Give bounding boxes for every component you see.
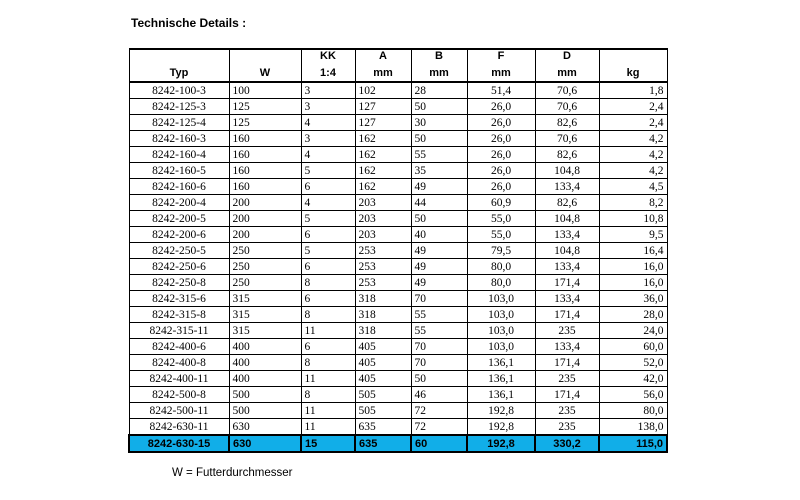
cell-w: 400 xyxy=(229,355,301,371)
table-row xyxy=(129,355,667,371)
cell-d: 235 xyxy=(535,419,599,436)
cell-typ: 8242-160-3 xyxy=(129,131,229,147)
cell-kg: 28,0 xyxy=(599,307,667,323)
cell-f: 80,0 xyxy=(467,259,535,275)
cell-typ: 8242-160-6 xyxy=(129,179,229,195)
cell-d: 171,4 xyxy=(535,387,599,403)
cell-w: 315 xyxy=(229,323,301,339)
table-row xyxy=(129,99,667,115)
table-row xyxy=(129,339,667,355)
cell-kk: 11 xyxy=(301,371,355,387)
cell-a: 162 xyxy=(355,179,411,195)
cell-kg: 16,4 xyxy=(599,243,667,259)
cell-kk: 11 xyxy=(301,419,355,436)
cell-f: 26,0 xyxy=(467,99,535,115)
cell-w: 400 xyxy=(229,371,301,387)
cell-typ: 8242-630-11 xyxy=(129,419,229,436)
table-row xyxy=(129,195,667,211)
cell-typ: 8242-160-4 xyxy=(129,147,229,163)
cell-kk: 5 xyxy=(301,243,355,259)
cell-d: 70,6 xyxy=(535,82,599,99)
cell-typ: 8242-400-8 xyxy=(129,355,229,371)
cell-kk: 15 xyxy=(301,435,355,452)
cell-kk: 6 xyxy=(301,291,355,307)
cell-f: 26,0 xyxy=(467,179,535,195)
header-kg: kg xyxy=(599,63,667,82)
cell-f: 136,1 xyxy=(467,355,535,371)
cell-kk: 4 xyxy=(301,115,355,131)
cell-a: 405 xyxy=(355,339,411,355)
cell-a: 253 xyxy=(355,259,411,275)
cell-kg: 4,2 xyxy=(599,147,667,163)
cell-typ: 8242-250-5 xyxy=(129,243,229,259)
cell-kk: 6 xyxy=(301,179,355,195)
cell-a: 162 xyxy=(355,147,411,163)
cell-d: 171,4 xyxy=(535,275,599,291)
technical-details-table xyxy=(128,48,668,453)
cell-kk: 11 xyxy=(301,323,355,339)
cell-b: 50 xyxy=(411,99,467,115)
cell-kg: 2,4 xyxy=(599,115,667,131)
header-w: W xyxy=(229,63,301,82)
cell-w: 100 xyxy=(229,82,301,99)
cell-a: 162 xyxy=(355,163,411,179)
header-b-unit: mm xyxy=(411,63,467,82)
cell-w: 125 xyxy=(229,115,301,131)
cell-d: 133,4 xyxy=(535,227,599,243)
cell-d: 70,6 xyxy=(535,99,599,115)
cell-w: 200 xyxy=(229,227,301,243)
cell-typ: 8242-160-5 xyxy=(129,163,229,179)
header-d-unit: mm xyxy=(535,63,599,82)
cell-f: 192,8 xyxy=(467,419,535,436)
cell-b: 55 xyxy=(411,147,467,163)
cell-kg: 115,0 xyxy=(599,435,667,452)
cell-f: 60,9 xyxy=(467,195,535,211)
cell-b: 70 xyxy=(411,291,467,307)
cell-a: 505 xyxy=(355,403,411,419)
header-f-top: F xyxy=(467,49,535,63)
cell-f: 26,0 xyxy=(467,131,535,147)
cell-w: 250 xyxy=(229,243,301,259)
header-kk-unit: 1:4 xyxy=(301,63,355,82)
table-row xyxy=(129,323,667,339)
cell-b: 49 xyxy=(411,179,467,195)
cell-d: 235 xyxy=(535,403,599,419)
cell-w: 500 xyxy=(229,403,301,419)
table-row xyxy=(129,163,667,179)
cell-a: 203 xyxy=(355,195,411,211)
cell-kk: 8 xyxy=(301,307,355,323)
cell-typ: 8242-500-11 xyxy=(129,403,229,419)
cell-d: 104,8 xyxy=(535,243,599,259)
cell-f: 192,8 xyxy=(467,435,535,452)
cell-w: 315 xyxy=(229,307,301,323)
cell-kk: 5 xyxy=(301,211,355,227)
cell-a: 318 xyxy=(355,291,411,307)
header-f-unit: mm xyxy=(467,63,535,82)
cell-typ: 8242-315-8 xyxy=(129,307,229,323)
cell-kg: 52,0 xyxy=(599,355,667,371)
cell-f: 136,1 xyxy=(467,371,535,387)
cell-kk: 3 xyxy=(301,99,355,115)
cell-b: 44 xyxy=(411,195,467,211)
cell-b: 49 xyxy=(411,243,467,259)
cell-d: 133,4 xyxy=(535,179,599,195)
cell-f: 79,5 xyxy=(467,243,535,259)
cell-kk: 3 xyxy=(301,82,355,99)
table-row xyxy=(129,371,667,387)
cell-kg: 4,2 xyxy=(599,163,667,179)
cell-d: 133,4 xyxy=(535,339,599,355)
header-row-bottom xyxy=(129,63,667,82)
cell-d: 82,6 xyxy=(535,115,599,131)
header-typ: Typ xyxy=(129,63,229,82)
footnote: W = Futterdurchmesser xyxy=(172,467,293,479)
cell-a: 162 xyxy=(355,131,411,147)
cell-d: 330,2 xyxy=(535,435,599,452)
cell-w: 315 xyxy=(229,291,301,307)
table-row xyxy=(129,275,667,291)
table-row xyxy=(129,307,667,323)
cell-w: 250 xyxy=(229,275,301,291)
cell-f: 80,0 xyxy=(467,275,535,291)
cell-f: 26,0 xyxy=(467,147,535,163)
cell-a: 127 xyxy=(355,115,411,131)
cell-d: 104,8 xyxy=(535,211,599,227)
cell-a: 505 xyxy=(355,387,411,403)
cell-typ: 8242-315-11 xyxy=(129,323,229,339)
cell-w: 160 xyxy=(229,163,301,179)
cell-a: 203 xyxy=(355,227,411,243)
cell-a: 203 xyxy=(355,211,411,227)
cell-f: 136,1 xyxy=(467,387,535,403)
cell-f: 26,0 xyxy=(467,163,535,179)
cell-a: 405 xyxy=(355,371,411,387)
cell-b: 46 xyxy=(411,387,467,403)
cell-b: 50 xyxy=(411,371,467,387)
section-title: Technische Details : xyxy=(131,16,247,30)
cell-kg: 16,0 xyxy=(599,259,667,275)
cell-b: 50 xyxy=(411,131,467,147)
cell-a: 405 xyxy=(355,355,411,371)
cell-f: 103,0 xyxy=(467,339,535,355)
cell-b: 55 xyxy=(411,307,467,323)
cell-b: 35 xyxy=(411,163,467,179)
table-row-highlighted xyxy=(129,435,667,452)
cell-b: 30 xyxy=(411,115,467,131)
table-row xyxy=(129,147,667,163)
cell-d: 82,6 xyxy=(535,147,599,163)
table-row xyxy=(129,211,667,227)
cell-kg: 42,0 xyxy=(599,371,667,387)
cell-kg: 4,5 xyxy=(599,179,667,195)
cell-kk: 8 xyxy=(301,387,355,403)
header-b-top: B xyxy=(411,49,467,63)
cell-kg: 8,2 xyxy=(599,195,667,211)
cell-d: 82,6 xyxy=(535,195,599,211)
cell-d: 171,4 xyxy=(535,355,599,371)
cell-f: 192,8 xyxy=(467,403,535,419)
header-w-top xyxy=(229,49,301,63)
cell-kk: 5 xyxy=(301,163,355,179)
cell-b: 60 xyxy=(411,435,467,452)
cell-w: 200 xyxy=(229,211,301,227)
table-row xyxy=(129,291,667,307)
cell-f: 103,0 xyxy=(467,291,535,307)
cell-a: 253 xyxy=(355,243,411,259)
cell-b: 70 xyxy=(411,355,467,371)
cell-typ: 8242-200-6 xyxy=(129,227,229,243)
cell-kg: 138,0 xyxy=(599,419,667,436)
header-a-unit: mm xyxy=(355,63,411,82)
cell-a: 318 xyxy=(355,307,411,323)
table-row xyxy=(129,387,667,403)
cell-typ: 8242-100-3 xyxy=(129,82,229,99)
cell-b: 49 xyxy=(411,275,467,291)
cell-a: 318 xyxy=(355,323,411,339)
cell-d: 235 xyxy=(535,323,599,339)
header-typ-top xyxy=(129,49,229,63)
cell-typ: 8242-250-6 xyxy=(129,259,229,275)
cell-kg: 24,0 xyxy=(599,323,667,339)
cell-kg: 4,2 xyxy=(599,131,667,147)
cell-w: 125 xyxy=(229,99,301,115)
header-a-top: A xyxy=(355,49,411,63)
cell-b: 72 xyxy=(411,403,467,419)
cell-kg: 9,5 xyxy=(599,227,667,243)
cell-typ: 8242-250-8 xyxy=(129,275,229,291)
table-row xyxy=(129,131,667,147)
cell-kg: 2,4 xyxy=(599,99,667,115)
cell-f: 55,0 xyxy=(467,211,535,227)
cell-kk: 11 xyxy=(301,403,355,419)
cell-typ: 8242-630-15 xyxy=(129,435,229,452)
cell-kg: 10,8 xyxy=(599,211,667,227)
cell-w: 200 xyxy=(229,195,301,211)
cell-kg: 80,0 xyxy=(599,403,667,419)
cell-typ: 8242-200-4 xyxy=(129,195,229,211)
cell-typ: 8242-125-4 xyxy=(129,115,229,131)
cell-b: 70 xyxy=(411,339,467,355)
cell-f: 103,0 xyxy=(467,307,535,323)
cell-w: 160 xyxy=(229,147,301,163)
cell-d: 171,4 xyxy=(535,307,599,323)
cell-a: 635 xyxy=(355,419,411,436)
cell-b: 50 xyxy=(411,211,467,227)
cell-typ: 8242-125-3 xyxy=(129,99,229,115)
cell-kg: 60,0 xyxy=(599,339,667,355)
cell-w: 630 xyxy=(229,435,301,452)
cell-typ: 8242-200-5 xyxy=(129,211,229,227)
table-row xyxy=(129,259,667,275)
cell-w: 160 xyxy=(229,179,301,195)
cell-typ: 8242-500-8 xyxy=(129,387,229,403)
cell-f: 103,0 xyxy=(467,323,535,339)
table-row xyxy=(129,179,667,195)
cell-d: 104,8 xyxy=(535,163,599,179)
cell-kk: 6 xyxy=(301,259,355,275)
cell-b: 55 xyxy=(411,323,467,339)
cell-typ: 8242-400-6 xyxy=(129,339,229,355)
cell-w: 400 xyxy=(229,339,301,355)
table-row xyxy=(129,82,667,99)
cell-d: 133,4 xyxy=(535,259,599,275)
cell-d: 235 xyxy=(535,371,599,387)
cell-b: 28 xyxy=(411,82,467,99)
header-d-top: D xyxy=(535,49,599,63)
table-row xyxy=(129,227,667,243)
cell-f: 26,0 xyxy=(467,115,535,131)
cell-a: 253 xyxy=(355,275,411,291)
cell-kk: 4 xyxy=(301,147,355,163)
cell-kk: 8 xyxy=(301,355,355,371)
table-body xyxy=(129,82,667,452)
header-kk-top: KK xyxy=(301,49,355,63)
cell-kg: 56,0 xyxy=(599,387,667,403)
cell-typ: 8242-315-6 xyxy=(129,291,229,307)
cell-w: 160 xyxy=(229,131,301,147)
table-row xyxy=(129,115,667,131)
cell-kk: 8 xyxy=(301,275,355,291)
cell-b: 49 xyxy=(411,259,467,275)
cell-d: 70,6 xyxy=(535,131,599,147)
cell-f: 55,0 xyxy=(467,227,535,243)
header-kg-top xyxy=(599,49,667,63)
cell-b: 40 xyxy=(411,227,467,243)
header-row-top xyxy=(129,49,667,63)
cell-a: 127 xyxy=(355,99,411,115)
cell-typ: 8242-400-11 xyxy=(129,371,229,387)
cell-a: 102 xyxy=(355,82,411,99)
cell-kk: 6 xyxy=(301,339,355,355)
cell-kg: 36,0 xyxy=(599,291,667,307)
cell-w: 500 xyxy=(229,387,301,403)
table-row xyxy=(129,403,667,419)
cell-a: 635 xyxy=(355,435,411,452)
cell-f: 51,4 xyxy=(467,82,535,99)
cell-kk: 6 xyxy=(301,227,355,243)
table-row xyxy=(129,419,667,436)
cell-d: 133,4 xyxy=(535,291,599,307)
cell-b: 72 xyxy=(411,419,467,436)
table-row xyxy=(129,243,667,259)
cell-kk: 4 xyxy=(301,195,355,211)
cell-kg: 1,8 xyxy=(599,82,667,99)
cell-w: 630 xyxy=(229,419,301,436)
cell-kk: 3 xyxy=(301,131,355,147)
cell-w: 250 xyxy=(229,259,301,275)
cell-kg: 16,0 xyxy=(599,275,667,291)
